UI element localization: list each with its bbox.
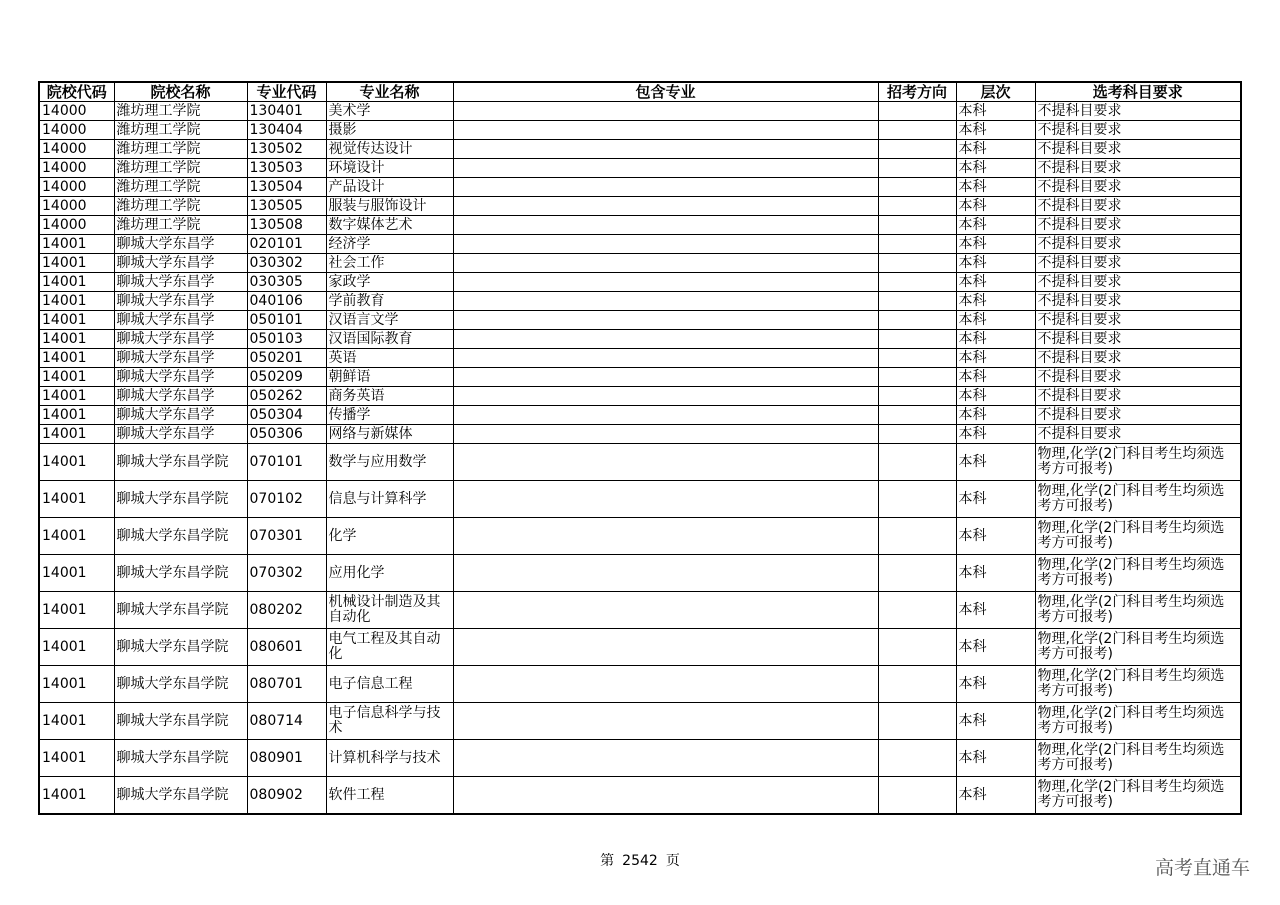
cell-school-name: 潍坊理工学院: [114, 216, 247, 235]
cell-level: 本科: [956, 406, 1035, 425]
cell-major-name: 软件工程: [326, 777, 453, 815]
cell-major-name: 家政学: [326, 273, 453, 292]
cell-direction: [878, 368, 956, 387]
cell-major-name: 环境设计: [326, 159, 453, 178]
cell-direction: [878, 349, 956, 368]
cell-level: 本科: [956, 518, 1035, 555]
cell-direction: [878, 273, 956, 292]
cell-major-code: 080701: [247, 666, 326, 703]
cell-major-name: 视觉传达设计: [326, 140, 453, 159]
cell-school-name: 潍坊理工学院: [114, 197, 247, 216]
cell-school-code: 14001: [39, 273, 114, 292]
cell-subject-requirement: 不提科目要求: [1035, 178, 1241, 197]
cell-direction: [878, 481, 956, 518]
cell-included-majors: [453, 555, 878, 592]
cell-direction: [878, 740, 956, 777]
page-suffix: 页: [665, 853, 680, 869]
cell-major-name: 社会工作: [326, 254, 453, 273]
table-row: [39, 555, 1241, 592]
cell-major-code: 080901: [247, 740, 326, 777]
cell-direction: [878, 444, 956, 481]
cell-subject-requirement: 不提科目要求: [1035, 102, 1241, 121]
cell-school-code: 14001: [39, 311, 114, 330]
cell-level: 本科: [956, 368, 1035, 387]
cell-major-code: 070301: [247, 518, 326, 555]
cell-level: 本科: [956, 555, 1035, 592]
watermark: 高考直通车: [1154, 857, 1250, 879]
cell-major-name: 商务英语: [326, 387, 453, 406]
table-row: [39, 518, 1241, 555]
cell-included-majors: [453, 330, 878, 349]
cell-included-majors: [453, 592, 878, 629]
cell-major-code: 080601: [247, 629, 326, 666]
cell-major-code: 070302: [247, 555, 326, 592]
cell-school-name: 聊城大学东昌学: [114, 368, 247, 387]
cell-level: 本科: [956, 121, 1035, 140]
cell-major-name: 汉语言文学: [326, 311, 453, 330]
cell-school-code: 14001: [39, 292, 114, 311]
cell-school-code: 14000: [39, 102, 114, 121]
cell-level: 本科: [956, 349, 1035, 368]
table-row: [39, 481, 1241, 518]
cell-included-majors: [453, 140, 878, 159]
cell-included-majors: [453, 703, 878, 740]
cell-school-code: 14001: [39, 444, 114, 481]
cell-school-name: 潍坊理工学院: [114, 102, 247, 121]
cell-school-name: 潍坊理工学院: [114, 178, 247, 197]
cell-subject-requirement: 不提科目要求: [1035, 311, 1241, 330]
cell-subject-requirement: 物理,化学(2门科目考生均须选考方可报考): [1035, 481, 1241, 518]
cell-direction: [878, 629, 956, 666]
cell-included-majors: [453, 178, 878, 197]
cell-school-code: 14001: [39, 406, 114, 425]
table-row: [39, 102, 1241, 121]
col-header-direction: 招考方向: [878, 82, 956, 102]
cell-school-name: 聊城大学东昌学: [114, 273, 247, 292]
cell-subject-requirement: 物理,化学(2门科目考生均须选考方可报考): [1035, 629, 1241, 666]
cell-school-code: 14000: [39, 159, 114, 178]
cell-major-code: 030302: [247, 254, 326, 273]
cell-subject-requirement: 物理,化学(2门科目考生均须选考方可报考): [1035, 777, 1241, 815]
cell-school-code: 14000: [39, 216, 114, 235]
cell-subject-requirement: 物理,化学(2门科目考生均须选考方可报考): [1035, 592, 1241, 629]
col-header-major-code: 专业代码: [247, 82, 326, 102]
cell-direction: [878, 235, 956, 254]
cell-direction: [878, 425, 956, 444]
cell-included-majors: [453, 518, 878, 555]
cell-school-name: 潍坊理工学院: [114, 159, 247, 178]
cell-included-majors: [453, 444, 878, 481]
col-header-included-majors: 包含专业: [453, 82, 878, 102]
cell-direction: [878, 197, 956, 216]
cell-school-name: 聊城大学东昌学: [114, 406, 247, 425]
table-row: [39, 666, 1241, 703]
cell-school-code: 14001: [39, 254, 114, 273]
cell-school-code: 14001: [39, 368, 114, 387]
cell-level: 本科: [956, 481, 1035, 518]
col-header-school-code: 院校代码: [39, 82, 114, 102]
cell-included-majors: [453, 235, 878, 254]
cell-included-majors: [453, 481, 878, 518]
cell-school-name: 聊城大学东昌学院: [114, 777, 247, 815]
cell-subject-requirement: 不提科目要求: [1035, 254, 1241, 273]
cell-level: 本科: [956, 292, 1035, 311]
table-row: [39, 292, 1241, 311]
table-row: [39, 273, 1241, 292]
cell-major-code: 040106: [247, 292, 326, 311]
table-row: [39, 740, 1241, 777]
cell-major-name: 数学与应用数学: [326, 444, 453, 481]
cell-subject-requirement: 不提科目要求: [1035, 159, 1241, 178]
cell-subject-requirement: 不提科目要求: [1035, 216, 1241, 235]
cell-major-code: 050101: [247, 311, 326, 330]
cell-included-majors: [453, 349, 878, 368]
cell-level: 本科: [956, 703, 1035, 740]
table-row: [39, 592, 1241, 629]
cell-direction: [878, 387, 956, 406]
cell-subject-requirement: 不提科目要求: [1035, 406, 1241, 425]
cell-major-code: 030305: [247, 273, 326, 292]
cell-subject-requirement: 物理,化学(2门科目考生均须选考方可报考): [1035, 444, 1241, 481]
cell-school-code: 14000: [39, 140, 114, 159]
cell-subject-requirement: 不提科目要求: [1035, 349, 1241, 368]
cell-school-name: 聊城大学东昌学院: [114, 629, 247, 666]
cell-subject-requirement: 不提科目要求: [1035, 330, 1241, 349]
cell-included-majors: [453, 102, 878, 121]
cell-direction: [878, 292, 956, 311]
cell-included-majors: [453, 159, 878, 178]
cell-level: 本科: [956, 235, 1035, 254]
cell-direction: [878, 311, 956, 330]
cell-subject-requirement: 不提科目要求: [1035, 235, 1241, 254]
cell-level: 本科: [956, 311, 1035, 330]
cell-level: 本科: [956, 425, 1035, 444]
cell-direction: [878, 121, 956, 140]
col-header-subject-requirement: 选考科目要求: [1035, 82, 1241, 102]
cell-major-code: 050262: [247, 387, 326, 406]
cell-level: 本科: [956, 216, 1035, 235]
page-footer: [0, 850, 1280, 870]
cell-level: 本科: [956, 140, 1035, 159]
cell-major-name: 电子信息工程: [326, 666, 453, 703]
cell-school-name: 聊城大学东昌学: [114, 425, 247, 444]
cell-school-name: 聊城大学东昌学院: [114, 444, 247, 481]
cell-level: 本科: [956, 666, 1035, 703]
cell-subject-requirement: 物理,化学(2门科目考生均须选考方可报考): [1035, 703, 1241, 740]
cell-included-majors: [453, 387, 878, 406]
cell-level: 本科: [956, 629, 1035, 666]
cell-major-name: 服装与服饰设计: [326, 197, 453, 216]
table-row: [39, 235, 1241, 254]
cell-direction: [878, 159, 956, 178]
table-row: [39, 216, 1241, 235]
cell-major-code: 130504: [247, 178, 326, 197]
table-row: [39, 406, 1241, 425]
table-row: [39, 703, 1241, 740]
cell-major-name: 英语: [326, 349, 453, 368]
cell-included-majors: [453, 197, 878, 216]
cell-major-code: 080202: [247, 592, 326, 629]
cell-major-code: 050201: [247, 349, 326, 368]
cell-major-name: 摄影: [326, 121, 453, 140]
cell-major-code: 020101: [247, 235, 326, 254]
table-row: [39, 368, 1241, 387]
cell-included-majors: [453, 292, 878, 311]
table-row: [39, 425, 1241, 444]
table-row: [39, 159, 1241, 178]
cell-major-name: 计算机科学与技术: [326, 740, 453, 777]
table-row: [39, 140, 1241, 159]
cell-level: 本科: [956, 740, 1035, 777]
cell-school-name: 聊城大学东昌学: [114, 387, 247, 406]
cell-major-code: 130505: [247, 197, 326, 216]
cell-level: 本科: [956, 178, 1035, 197]
cell-major-code: 080902: [247, 777, 326, 815]
cell-subject-requirement: 物理,化学(2门科目考生均须选考方可报考): [1035, 518, 1241, 555]
cell-major-name: 数字媒体艺术: [326, 216, 453, 235]
cell-subject-requirement: 不提科目要求: [1035, 387, 1241, 406]
cell-subject-requirement: 不提科目要求: [1035, 368, 1241, 387]
cell-level: 本科: [956, 444, 1035, 481]
table-row: [39, 387, 1241, 406]
cell-school-code: 14000: [39, 197, 114, 216]
cell-level: 本科: [956, 159, 1035, 178]
cell-included-majors: [453, 121, 878, 140]
cell-major-code: 130502: [247, 140, 326, 159]
cell-subject-requirement: 不提科目要求: [1035, 425, 1241, 444]
cell-major-name: 汉语国际教育: [326, 330, 453, 349]
table-row: [39, 178, 1241, 197]
cell-subject-requirement: 不提科目要求: [1035, 197, 1241, 216]
cell-school-code: 14001: [39, 666, 114, 703]
table-row: [39, 121, 1241, 140]
cell-subject-requirement: 不提科目要求: [1035, 121, 1241, 140]
cell-level: 本科: [956, 254, 1035, 273]
cell-major-name: 信息与计算科学: [326, 481, 453, 518]
cell-major-code: 130404: [247, 121, 326, 140]
cell-included-majors: [453, 666, 878, 703]
cell-direction: [878, 254, 956, 273]
cell-school-name: 聊城大学东昌学院: [114, 703, 247, 740]
cell-direction: [878, 777, 956, 815]
col-header-school-name: 院校名称: [114, 82, 247, 102]
cell-subject-requirement: 物理,化学(2门科目考生均须选考方可报考): [1035, 666, 1241, 703]
cell-major-name: 经济学: [326, 235, 453, 254]
cell-school-code: 14001: [39, 387, 114, 406]
cell-subject-requirement: 不提科目要求: [1035, 273, 1241, 292]
table-row: [39, 629, 1241, 666]
cell-school-name: 聊城大学东昌学院: [114, 666, 247, 703]
cell-subject-requirement: 物理,化学(2门科目考生均须选考方可报考): [1035, 740, 1241, 777]
cell-major-code: 130401: [247, 102, 326, 121]
cell-direction: [878, 102, 956, 121]
cell-school-code: 14001: [39, 629, 114, 666]
cell-school-code: 14000: [39, 178, 114, 197]
cell-major-name: 传播学: [326, 406, 453, 425]
cell-major-code: 070101: [247, 444, 326, 481]
cell-major-code: 050306: [247, 425, 326, 444]
page-number: 2542: [622, 853, 658, 869]
table-row: [39, 777, 1241, 815]
cell-major-name: 化学: [326, 518, 453, 555]
cell-level: 本科: [956, 330, 1035, 349]
cell-major-code: 050209: [247, 368, 326, 387]
cell-school-code: 14001: [39, 349, 114, 368]
cell-included-majors: [453, 406, 878, 425]
cell-school-name: 聊城大学东昌学院: [114, 481, 247, 518]
cell-school-name: 聊城大学东昌学: [114, 235, 247, 254]
table-row: [39, 197, 1241, 216]
cell-included-majors: [453, 368, 878, 387]
cell-major-code: 130508: [247, 216, 326, 235]
cell-school-code: 14001: [39, 592, 114, 629]
cell-major-name: 应用化学: [326, 555, 453, 592]
table-row: [39, 311, 1241, 330]
cell-major-name: 学前教育: [326, 292, 453, 311]
cell-included-majors: [453, 425, 878, 444]
cell-included-majors: [453, 629, 878, 666]
cell-major-code: 050103: [247, 330, 326, 349]
cell-school-code: 14001: [39, 330, 114, 349]
cell-school-name: 聊城大学东昌学院: [114, 592, 247, 629]
cell-direction: [878, 518, 956, 555]
cell-included-majors: [453, 311, 878, 330]
cell-school-code: 14001: [39, 555, 114, 592]
cell-direction: [878, 555, 956, 592]
table-row: [39, 330, 1241, 349]
cell-major-name: 网络与新媒体: [326, 425, 453, 444]
cell-direction: [878, 178, 956, 197]
cell-direction: [878, 592, 956, 629]
cell-school-code: 14001: [39, 740, 114, 777]
cell-direction: [878, 140, 956, 159]
cell-major-code: 130503: [247, 159, 326, 178]
cell-subject-requirement: 不提科目要求: [1035, 292, 1241, 311]
cell-level: 本科: [956, 273, 1035, 292]
cell-major-name: 电子信息科学与技术: [326, 703, 453, 740]
cell-included-majors: [453, 216, 878, 235]
cell-major-name: 电气工程及其自动化: [326, 629, 453, 666]
cell-included-majors: [453, 254, 878, 273]
cell-school-name: 聊城大学东昌学: [114, 292, 247, 311]
cell-major-name: 朝鲜语: [326, 368, 453, 387]
cell-school-name: 潍坊理工学院: [114, 121, 247, 140]
cell-direction: [878, 406, 956, 425]
cell-major-code: 050304: [247, 406, 326, 425]
table-row: [39, 349, 1241, 368]
cell-school-name: 聊城大学东昌学: [114, 349, 247, 368]
cell-major-name: 机械设计制造及其自动化: [326, 592, 453, 629]
cell-level: 本科: [956, 197, 1035, 216]
cell-subject-requirement: 不提科目要求: [1035, 140, 1241, 159]
cell-school-name: 聊城大学东昌学院: [114, 555, 247, 592]
cell-level: 本科: [956, 592, 1035, 629]
cell-subject-requirement: 物理,化学(2门科目考生均须选考方可报考): [1035, 555, 1241, 592]
cell-level: 本科: [956, 102, 1035, 121]
cell-school-code: 14001: [39, 518, 114, 555]
cell-major-code: 080714: [247, 703, 326, 740]
cell-school-code: 14001: [39, 235, 114, 254]
cell-level: 本科: [956, 777, 1035, 815]
table-header-row: [39, 82, 1241, 102]
cell-direction: [878, 216, 956, 235]
page-prefix: 第: [600, 853, 615, 869]
table-row: [39, 444, 1241, 481]
admission-table: [38, 81, 1242, 815]
col-header-major-name: 专业名称: [326, 82, 453, 102]
cell-level: 本科: [956, 387, 1035, 406]
cell-direction: [878, 666, 956, 703]
cell-school-code: 14001: [39, 703, 114, 740]
cell-major-name: 产品设计: [326, 178, 453, 197]
cell-included-majors: [453, 273, 878, 292]
cell-school-name: 聊城大学东昌学院: [114, 740, 247, 777]
cell-direction: [878, 330, 956, 349]
cell-school-code: 14000: [39, 121, 114, 140]
cell-major-code: 070102: [247, 481, 326, 518]
cell-school-code: 14001: [39, 425, 114, 444]
table-row: [39, 254, 1241, 273]
cell-school-code: 14001: [39, 777, 114, 815]
cell-major-name: 美术学: [326, 102, 453, 121]
col-header-level: 层次: [956, 82, 1035, 102]
cell-school-name: 聊城大学东昌学: [114, 330, 247, 349]
cell-school-name: 聊城大学东昌学: [114, 254, 247, 273]
cell-direction: [878, 703, 956, 740]
cell-included-majors: [453, 740, 878, 777]
cell-school-code: 14001: [39, 481, 114, 518]
cell-school-name: 聊城大学东昌学: [114, 311, 247, 330]
cell-included-majors: [453, 777, 878, 815]
cell-school-name: 聊城大学东昌学院: [114, 518, 247, 555]
cell-school-name: 潍坊理工学院: [114, 140, 247, 159]
